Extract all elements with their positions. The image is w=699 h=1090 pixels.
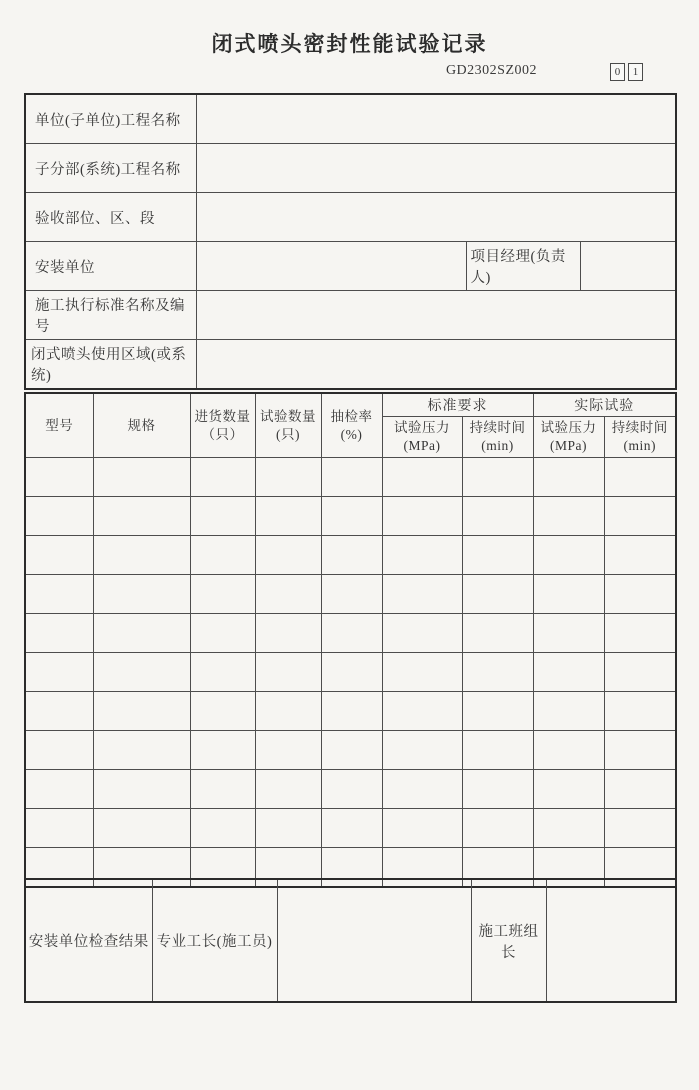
installation-unit-label: 安装单位 — [25, 242, 196, 291]
test-table-cell — [93, 458, 190, 497]
test-table-cell — [533, 653, 604, 692]
header-test-qty — [255, 393, 321, 458]
test-table-cell — [25, 575, 93, 614]
test-table-cell — [533, 809, 604, 848]
test-table-cell — [604, 692, 676, 731]
test-table-cell — [604, 614, 676, 653]
test-table-cell — [321, 653, 382, 692]
header-test-qty-line2: (只) — [276, 426, 300, 442]
header-sampling-rate — [321, 393, 382, 458]
test-table-cell — [321, 731, 382, 770]
header-act-pressure-line2: (MPa) — [550, 438, 587, 453]
test-table-cell — [190, 809, 255, 848]
test-table-cell — [25, 614, 93, 653]
header-act-duration-line2: (min) — [623, 438, 656, 453]
test-table-cell — [604, 458, 676, 497]
footer-table — [24, 878, 677, 1003]
test-table-cell — [25, 536, 93, 575]
info-row-acceptance — [25, 193, 676, 242]
page-number-box-right: 1 — [628, 63, 643, 81]
header-std-pressure — [382, 417, 462, 458]
test-table-cell — [604, 575, 676, 614]
test-table-cell — [604, 497, 676, 536]
test-table — [24, 392, 677, 888]
test-table-cell — [255, 809, 321, 848]
header-incoming-qty — [190, 393, 255, 458]
test-table-cell — [382, 497, 462, 536]
sprinkler-area-value — [196, 340, 676, 390]
test-table-cell — [25, 653, 93, 692]
test-table-cell — [93, 770, 190, 809]
test-table-cell — [382, 653, 462, 692]
test-table-cell — [190, 653, 255, 692]
test-table-cell — [604, 770, 676, 809]
test-table-cell — [255, 497, 321, 536]
subsystem-project-name-value — [196, 144, 676, 193]
test-table-cell — [190, 458, 255, 497]
test-table-cell — [604, 731, 676, 770]
test-table-cell — [462, 731, 533, 770]
test-table-cell — [533, 536, 604, 575]
test-table-cell — [190, 770, 255, 809]
test-table-cell — [321, 575, 382, 614]
header-act-duration — [604, 417, 676, 458]
test-table-cell — [604, 809, 676, 848]
team-leader-signature-cell — [546, 879, 676, 1002]
test-table-cell — [25, 770, 93, 809]
acceptance-section-value — [196, 193, 676, 242]
test-table-cell — [93, 575, 190, 614]
test-table-cell — [382, 692, 462, 731]
sprinkler-area-label: 闭式喷头使用区域(或系统) — [25, 340, 196, 390]
team-leader-label: 施工班组长 — [471, 879, 546, 1002]
header-std-duration-line1: 持续时间 — [469, 420, 526, 436]
test-table-cell — [255, 770, 321, 809]
test-table-cell — [93, 653, 190, 692]
test-table-cell — [604, 653, 676, 692]
test-table-cell — [190, 731, 255, 770]
test-table-cell — [382, 536, 462, 575]
header-std-duration — [462, 417, 533, 458]
test-table-cell — [190, 692, 255, 731]
test-table-row — [25, 536, 676, 575]
test-table-cell — [462, 614, 533, 653]
test-table-cell — [462, 692, 533, 731]
page-title: 闭式喷头密封性能试验记录 — [211, 32, 488, 56]
header-std-pressure-line1: 试验压力 — [394, 420, 450, 436]
test-table-row — [25, 770, 676, 809]
test-table-cell — [321, 770, 382, 809]
test-table-row — [25, 575, 676, 614]
test-table-cell — [190, 614, 255, 653]
test-table-row — [25, 731, 676, 770]
test-table-cell — [462, 536, 533, 575]
test-table-cell — [255, 614, 321, 653]
test-table-cell — [190, 497, 255, 536]
inspection-result-label: 安装单位检查结果 — [25, 879, 152, 1002]
test-table-cell — [25, 731, 93, 770]
form-code: GD2302SZ002 — [445, 63, 537, 78]
test-table-cell — [382, 809, 462, 848]
test-table-cell — [382, 458, 462, 497]
test-table-cell — [255, 536, 321, 575]
test-table-cell — [321, 536, 382, 575]
test-table-cell — [93, 731, 190, 770]
test-table-cell — [321, 458, 382, 497]
test-table-cell — [255, 731, 321, 770]
project-manager-label: 项目经理(负责人) — [466, 242, 580, 291]
header-incoming-qty-line1: 进货数量 — [194, 408, 251, 424]
test-table-cell — [462, 497, 533, 536]
test-table-cell — [533, 497, 604, 536]
header-act-pressure-line1: 试验压力 — [540, 420, 597, 436]
header-act-duration-line1: 持续时间 — [611, 420, 668, 436]
test-table-cell — [382, 614, 462, 653]
header-std-pressure-line2: (MPa) — [403, 438, 441, 453]
test-table-cell — [533, 731, 604, 770]
test-table-cell — [533, 692, 604, 731]
test-table-row — [25, 809, 676, 848]
subsystem-project-name-label: 子分部(系统)工程名称 — [25, 144, 196, 193]
header-sampling-rate-line2: (%) — [340, 426, 363, 442]
header-std-duration-line2: (min) — [481, 438, 514, 453]
test-table-row — [25, 497, 676, 536]
test-table-cell — [321, 497, 382, 536]
foreman-signature-cell — [277, 879, 471, 1002]
header-spec-label: 规格 — [127, 417, 156, 433]
test-table-cell — [93, 614, 190, 653]
test-table-cell — [462, 809, 533, 848]
construction-standard-value — [196, 291, 676, 340]
test-table-header-row-1 — [25, 393, 676, 417]
test-table-cell — [462, 653, 533, 692]
header-actual-test: 实际试验 — [533, 393, 676, 417]
info-row-installer — [25, 242, 676, 291]
test-table-cell — [93, 692, 190, 731]
test-table-cell — [533, 575, 604, 614]
test-table-cell — [533, 770, 604, 809]
test-table-cell — [255, 653, 321, 692]
page-number-boxes — [610, 63, 643, 81]
test-table-row — [25, 614, 676, 653]
test-table-cell — [382, 731, 462, 770]
footer-row — [25, 879, 676, 1002]
header-act-pressure — [533, 417, 604, 458]
info-table — [24, 93, 677, 390]
acceptance-section-label: 验收部位、区、段 — [25, 193, 196, 242]
header-spec — [93, 393, 190, 458]
test-table-cell — [93, 536, 190, 575]
unit-project-name-value — [196, 94, 676, 144]
foreman-label: 专业工长(施工员) — [152, 879, 277, 1002]
test-table-cell — [382, 770, 462, 809]
test-table-cell — [462, 770, 533, 809]
info-row-unit — [25, 94, 676, 144]
construction-standard-label: 施工执行标准名称及编号 — [25, 291, 196, 340]
test-table-cell — [255, 575, 321, 614]
unit-project-name-label: 单位(子单位)工程名称 — [25, 94, 196, 144]
test-table-cell — [93, 809, 190, 848]
project-manager-value — [580, 242, 676, 291]
test-table-cell — [321, 809, 382, 848]
header-test-qty-line1: 试验数量 — [260, 408, 316, 424]
test-table-row — [25, 458, 676, 497]
info-row-area — [25, 340, 676, 390]
test-table-cell — [462, 458, 533, 497]
test-table-row — [25, 653, 676, 692]
installation-unit-value — [196, 242, 466, 291]
test-table-cell — [25, 809, 93, 848]
header-model — [25, 393, 93, 458]
info-row-standard — [25, 291, 676, 340]
info-row-subsystem — [25, 144, 676, 193]
test-table-cell — [462, 575, 533, 614]
test-table-cell — [25, 692, 93, 731]
test-table-cell — [190, 575, 255, 614]
header-sampling-rate-line1: 抽检率 — [330, 408, 373, 424]
test-table-cell — [533, 458, 604, 497]
test-table-cell — [25, 458, 93, 497]
test-table-cell — [321, 614, 382, 653]
header-model-label: 型号 — [45, 417, 74, 433]
test-table-cell — [25, 497, 93, 536]
test-table-cell — [382, 575, 462, 614]
header-incoming-qty-line2: （只） — [201, 426, 244, 442]
test-table-cell — [255, 692, 321, 731]
page-number-box-left: 0 — [610, 63, 625, 81]
test-table-body — [25, 458, 676, 888]
test-table-cell — [190, 536, 255, 575]
test-table-cell — [255, 458, 321, 497]
test-table-cell — [604, 536, 676, 575]
test-table-row — [25, 692, 676, 731]
test-table-cell — [93, 497, 190, 536]
test-table-cell — [321, 692, 382, 731]
header-standard-requirement: 标准要求 — [382, 393, 533, 417]
test-table-cell — [533, 614, 604, 653]
